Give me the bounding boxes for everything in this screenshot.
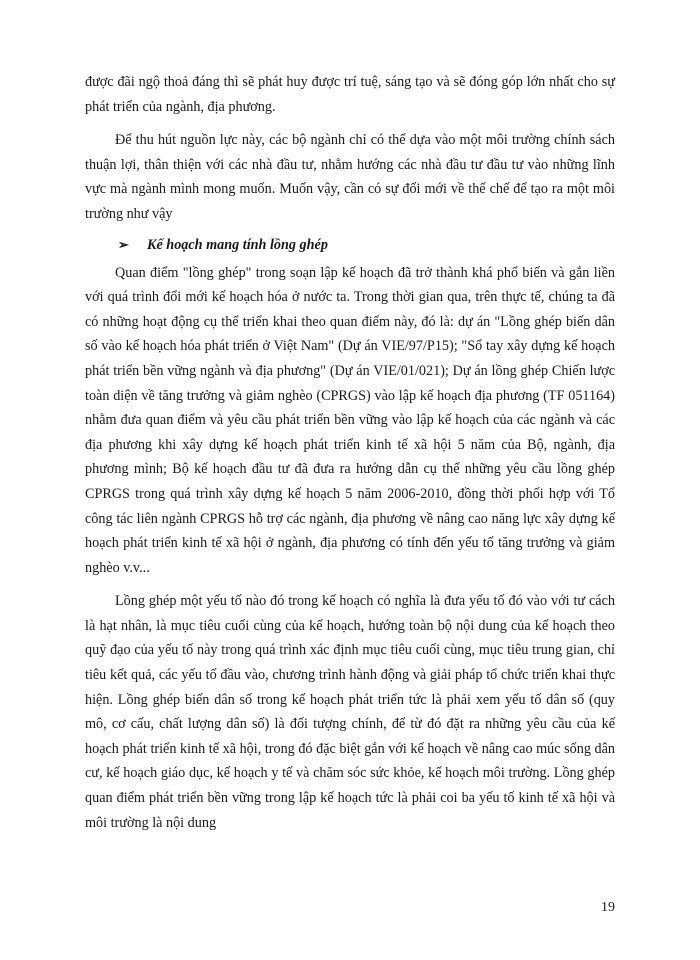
paragraph-investment: Để thu hút nguồn lực này, các bộ ngành chỉ có thể dựa vào một môi trường chính sách thuận lợi, thân thiện với các nhà đầu tư, nhằm hướng các nhà đầu tư đầu tư vào những lĩnh vực mà ngành mình mong muốn. Muốn vậy, cần có sự đổi mới về thể chế để tạo ra một môi trường như vậy — [85, 132, 615, 222]
arrow-bullet-icon: ➢ — [118, 236, 129, 252]
paragraph-integration-meaning: Lồng ghép một yếu tố nào đó trong kế hoạch có nghĩa là đưa yếu tố đó vào với tư cách là hạt nhân, là mục tiêu cuối cùng của kế hoạch, hướng toàn bộ nội dung của kế hoạch theo quỹ đạo của yếu tố này trong quá trình xác định mục tiêu cuối cùng, mục tiêu trung gian, chỉ tiêu kết quả, các yếu tố đầu vào, chương trình hành động và giải pháp tổ chức triển khai thực hiện. Lồng ghép biến dân số trong kế hoạch phát triển tức là phải xem yếu tố dân số (quy mô, cơ cấu, chất lượng dân số) là đối tượng chính, để từ đó đặt ra những yêu cầu của kế hoạch phát triển kinh tế xã hội, trong đó đặc biệt gắn với kế hoạch về nâng cao múc sống dân cư, kế hoạch giáo dục, kế hoạch y tế và chăm sóc sức khỏe, kế hoạch môi trường. Lồng ghép quan điểm phát triển bền vững trong lập kế hoạch tức là phải coi ba yếu tố kinh tế xã hội và môi trường là nội dung — [85, 593, 615, 831]
section-heading-text: Kế hoạch mang tính lồng ghép — [147, 236, 328, 253]
section-heading — [85, 233, 615, 257]
page-number: 19 — [601, 900, 615, 915]
paragraph-continuation: được đãi ngộ thoả đáng thì sẽ phát huy được trí tuệ, sáng tạo và sẽ đóng góp lớn nhất cho sự phát triển của ngành, địa phương. — [85, 74, 615, 115]
paragraph-integration: Quan điểm "lồng ghép" trong soạn lập kế hoạch đã trở thành khá phổ biến và gắn liền với quá trình đổi mới kế hoạch hóa ở nước ta. Trong thời gian qua, trên thực tế, chúng ta đã có những hoạt động cụ thể triển khai theo quan điểm này, đó là: dự án "Lồng ghép biến dân số vào kế hoạch hóa phát triển ở Việt Nam" (Dự án VIE/97/P15); "Sổ tay xây dựng kế hoạch phát triển bền vững ngành và địa phương" (Dự án VIE/01/021); Dự án lồng ghép Chiến lược toàn diện về tăng trưởng và giảm nghèo (CPRGS) vào lập kế hoạch địa phương (TF 051164) nhằm đưa quan điểm và yêu cầu phát triển bền vững vào lập kế hoạch của các ngành và các địa phương khi xây dựng kế hoạch phát triển kinh tế xã hội 5 năm của Bộ, ngành, địa phương mình; Bộ kế hoạch đầu tư đã đưa ra hướng dẫn cụ thể những yêu cầu lồng ghép CPRGS trong quá trình xây dựng kế hoạch 5 năm 2006-2010, đồng thời phối hợp với Tổ công tác liên ngành CPRGS hỗ trợ các ngành, địa phương về nâng cao năng lực xây dựng kế hoạch phát triển kinh tế xã hội ở ngành, địa phương có tính đến yếu tố tăng trưởng và giảm nghèo v.v... — [85, 264, 615, 576]
document-body — [85, 70, 615, 835]
